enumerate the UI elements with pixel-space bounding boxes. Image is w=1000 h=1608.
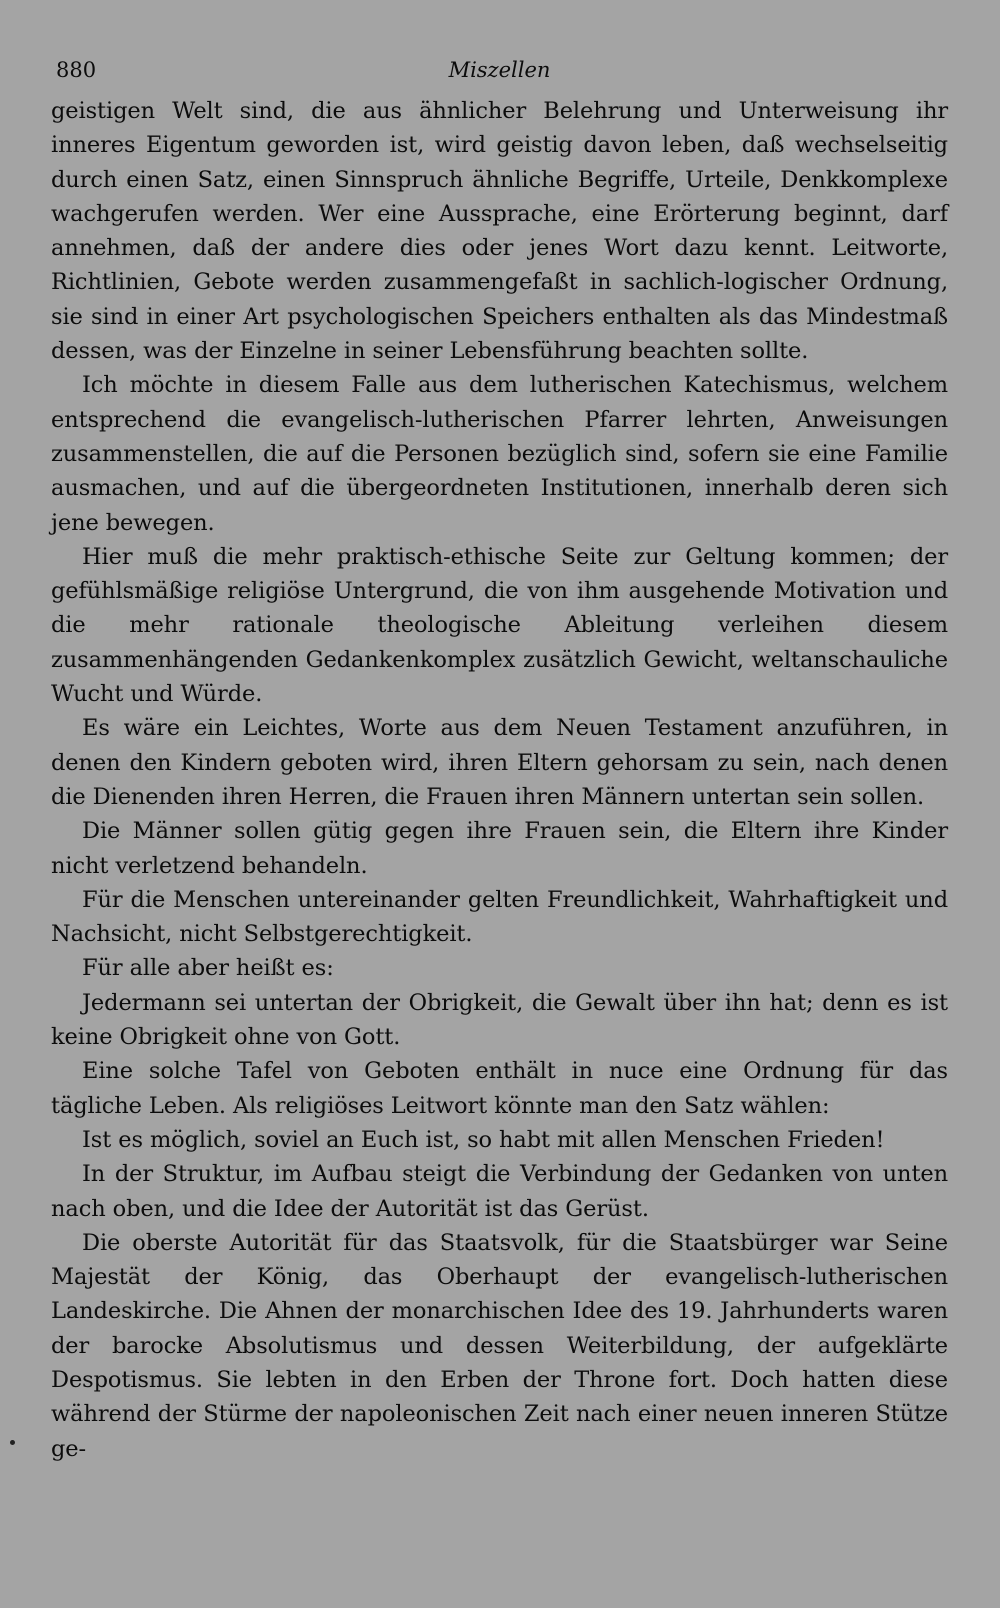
paragraph: Die Männer sollen gütig gegen ihre Frauen sein, die Eltern ihre Kinder nicht verletzend behandeln. — [51, 818, 948, 879]
page-header — [51, 50, 948, 94]
paragraph: Eine solche Tafel von Geboten enthält in nuce eine Ordnung für das tägliche Leben. Als religiöses Leitwort könnte man den Satz wählen: — [51, 1058, 948, 1119]
document-page — [51, 50, 948, 1466]
paragraph: Für alle aber heißt es: — [82, 955, 334, 982]
page-number: 880 — [56, 58, 97, 82]
paragraph: In der Struktur, im Aufbau steigt die Verbindung der Gedanken von unten nach oben, und die Idee der Autorität ist das Gerüst. — [51, 1161, 948, 1222]
quotation: Jedermann sei untertan der Obrigkeit, die Gewalt über ihn hat; denn es ist keine Obrigkeit ohne von Gott. — [51, 989, 948, 1051]
running-title: Miszellen — [448, 58, 551, 82]
paragraph: Es wäre ein Leichtes, Worte aus dem Neuen Testament anzuführen, in denen den Kindern geboten wird, ihren Eltern gehorsam zu sein, nach denen die Dienenden ihren Herren, die Frauen ihren Männern untertan sein sollen. — [51, 715, 948, 810]
paragraph: Für die Menschen untereinander gelten Freundlichkeit, Wahrhaftigkeit und Nachsicht, nicht Selbstgerechtigkeit. — [51, 886, 948, 948]
body-text — [51, 94, 948, 1466]
quotation: Ist es möglich, soviel an Euch ist, so habt mit allen Menschen Frieden! — [82, 1126, 885, 1153]
paragraph: Die oberste Autorität für das Staatsvolk, für die Staatsbürger war Seine Majestät der König, das Oberhaupt der evangelisch-lutherischen Landeskirche. Die Ahnen der monarchischen Idee des 19. Jahrhunderts waren der barocke Absolutismus und dessen Weiterbildung, der aufgeklärte Despotismus. Sie lebten in den Erben der Throne fort. Doch hatten diese während der Stürme der napoleonischen Zeit nach einer neuen inneren Stütze ge- — [51, 1229, 948, 1462]
paragraph: Hier muß die mehr praktisch-ethische Seite zur Geltung kommen; der gefühlsmäßige religiöse Untergrund, die von ihm ausgehende Motivation und die mehr rationale theologische Ableitung verleihen diesem zusammenhängenden Gedankenkomplex zusätzlich Gewicht, weltanschauliche Wucht und Würde. — [51, 543, 948, 708]
paragraph: Ich möchte in diesem Falle aus dem lutherischen Katechismus, welchem entsprechend die evangelisch-lutherischen Pfarrer lehrten, Anweisungen zusammenstellen, die auf die Personen bezüglich sind, sofern sie eine Familie ausmachen, und auf die übergeordneten Institutionen, innerhalb deren sich jene bewegen. — [51, 372, 948, 536]
margin-dot — [10, 1440, 15, 1445]
paragraph: geistigen Welt sind, die aus ähnlicher Belehrung und Unterweisung ihr inneres Eigentum geworden ist, wird geistig davon leben, daß wechselseitig durch einen Satz, einen Sinnspruch ähnliche Begriffe, Urteile, Denkkomplexe wachgerufen werden. Wer eine Aussprache, eine Erörterung beginnt, darf annehmen, daß der andere dies oder jenes Wort dazu kennt. Leitworte, Richtlinien, Gebote werden zusammengefaßt in sachlich-logischer Ordnung, sie sind in einer Art psychologischen Speichers enthalten als das Mindestmaß dessen, was der Einzelne in seiner Lebensführung beachten sollte. — [51, 98, 948, 365]
